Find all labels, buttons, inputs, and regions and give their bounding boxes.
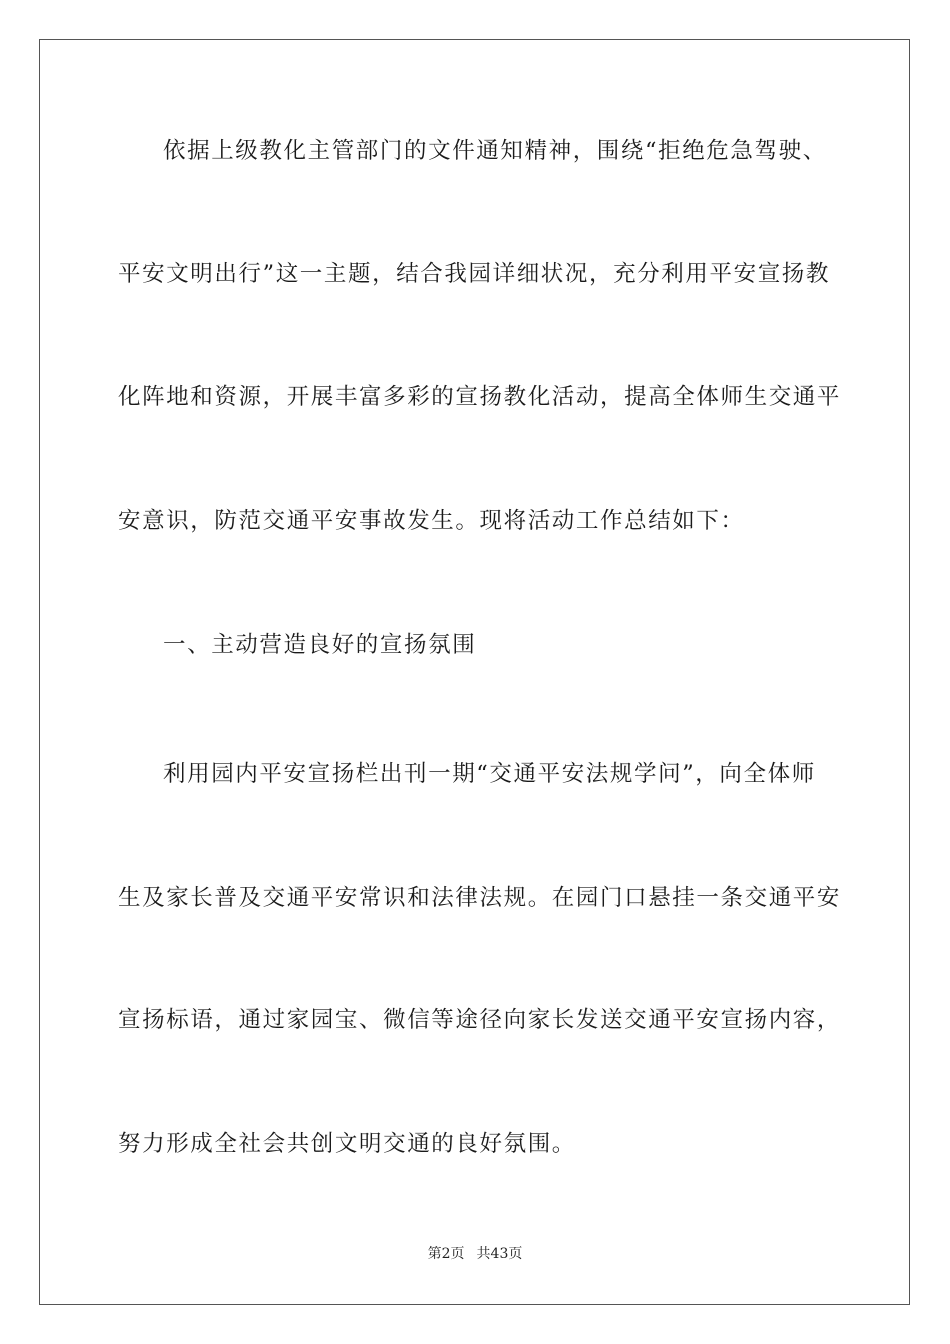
paragraph-1-line-1: 依据上级教化主管部门的文件通知精神，围绕“拒绝危急驾驶、	[163, 138, 827, 164]
paragraph-2-line-4: 努力形成全社会共创文明交通的良好氛围。	[118, 1131, 576, 1157]
page-border	[39, 39, 910, 1305]
paragraph-1-line-4: 安意识，防范交通平安事故发生。现将活动工作总结如下：	[118, 508, 745, 534]
paragraph-2-line-1: 利用园内平安宣扬栏出刊一期“交通平安法规学问”，向全体师	[163, 761, 816, 787]
page-total: 共43页	[476, 1246, 523, 1262]
paragraph-1-line-2: 平安文明出行”这一主题，结合我园详细状况，充分利用平安宣扬教	[118, 261, 831, 287]
paragraph-2-line-3: 宣扬标语，通过家园宝、微信等途径向家长发送交通平安宣扬内容，	[118, 1007, 842, 1033]
page-number: 第2页	[427, 1246, 465, 1262]
section-heading: 一、主动营造良好的宣扬氛围	[163, 632, 477, 658]
paragraph-1-line-3: 化阵地和资源，开展丰富多彩的宣扬教化活动，提高全体师生交通平	[118, 384, 842, 410]
page-footer	[0, 1245, 950, 1263]
paragraph-2-line-2: 生及家长普及交通平安常识和法律法规。在园门口悬挂一条交通平安	[118, 885, 842, 911]
